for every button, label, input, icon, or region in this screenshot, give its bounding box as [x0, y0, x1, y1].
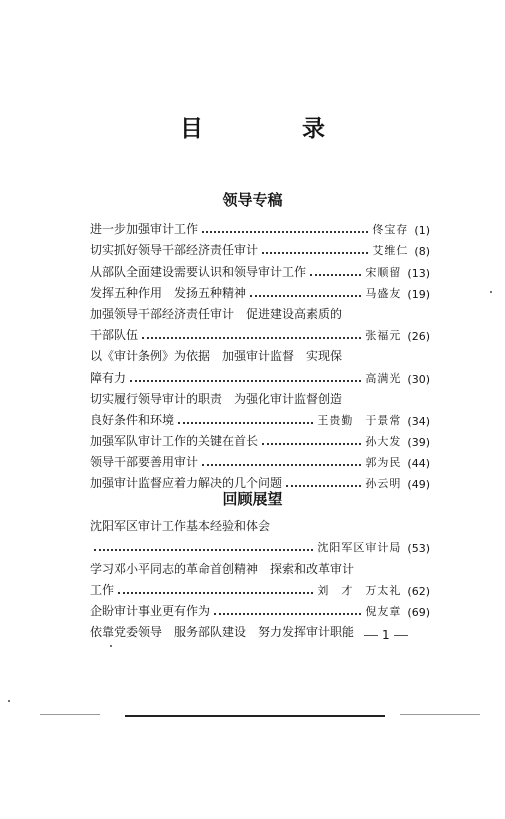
toc-entry-author: 张福元 [365, 329, 402, 343]
folio-dash-left [364, 635, 378, 636]
toc-entry-author: 刘 才 万太礼 [317, 583, 402, 597]
toc-line [90, 386, 430, 407]
leader-dots [262, 443, 361, 445]
toc-entry-title: 沈阳军区审计工作基本经验和体会 [90, 519, 271, 534]
toc-entry-title: 加强军队审计工作的关键在首长 [90, 434, 259, 449]
toc-entry-page: (44) [407, 457, 430, 471]
toc-line [90, 301, 430, 322]
leader-dots [310, 274, 361, 276]
leader-dots [202, 464, 361, 466]
leader-dots [142, 337, 361, 339]
toc-entry-title: 良好条件和环境 [90, 412, 175, 427]
scan-rule [125, 715, 385, 717]
toc-entry-author: 艾维仁 [372, 244, 409, 258]
toc-list [90, 216, 430, 491]
section-title: 回顾展望 [222, 490, 283, 508]
scan-speck [8, 700, 10, 702]
toc-entry-title: 从部队全面建设需要认识和领导审计工作 [90, 264, 307, 279]
section-title: 领导专稿 [222, 191, 283, 209]
toc-entry-author: 佟宝存 [372, 223, 409, 237]
toc-entry-title: 障有力 [90, 370, 127, 385]
toc-entry-title: 发挥五种作用 发扬五种精神 [90, 285, 247, 300]
toc-entry-page: (30) [407, 372, 430, 386]
toc-entry-title: 加强审计监督应着力解决的几个问题 [90, 476, 283, 491]
toc-entry-title: 进一步加强审计工作 [90, 222, 199, 237]
leader-dots [178, 422, 313, 424]
toc-line [90, 343, 430, 364]
toc-entry-page: (1) [414, 224, 430, 238]
scan-rule [400, 714, 480, 715]
toc-entry-title: 切实履行领导审计的职责 为强化审计监督创造 [90, 391, 343, 406]
toc-line [90, 322, 430, 343]
toc-line [90, 534, 430, 555]
toc-line [90, 428, 430, 449]
toc-entry-page: (8) [414, 245, 430, 259]
leader-dots [202, 231, 368, 233]
leader-dots [214, 613, 361, 615]
toc-line [90, 577, 430, 598]
toc-entry-page: (39) [407, 436, 430, 450]
toc-entry-author: 高满光 [365, 371, 402, 385]
leader-dots [130, 380, 361, 382]
scan-speck [110, 645, 112, 647]
toc-entry-author: 王贵勤 于景常 [317, 413, 402, 427]
leader-dots [250, 295, 361, 297]
toc-line [90, 237, 430, 258]
leader-dots [262, 252, 368, 254]
leader-dots [118, 592, 313, 594]
toc-line [90, 364, 430, 385]
toc-entry-title: 学习邓小平同志的革命首创精神 探索和改革审计 [90, 561, 355, 576]
page-title: 目 录 [180, 115, 363, 142]
toc-entry-author: 郭为民 [365, 456, 402, 470]
folio-dash-right [394, 635, 408, 636]
toc-entry-author: 沈阳军区审计局 [317, 541, 402, 555]
toc-entry-author: 孙大发 [365, 435, 402, 449]
toc-entry-title: 切实抓好领导干部经济责任审计 [90, 243, 259, 258]
toc-entry-page: (34) [407, 414, 430, 428]
toc-entry-title: 以《审计条例》为依据 加强审计监督 实现保 [90, 349, 343, 364]
toc-line [90, 449, 430, 470]
toc-entry-page: (19) [407, 287, 430, 301]
toc-entry-page: (26) [407, 330, 430, 344]
toc-entry-author: 马盛友 [365, 286, 402, 300]
toc-entry-page: (13) [407, 266, 430, 280]
leader-dots [94, 549, 313, 551]
toc-entry-title: 加强领导干部经济责任审计 促进建设高素质的 [90, 306, 343, 321]
toc-entry-title: 工作 [90, 582, 115, 597]
toc-line [90, 258, 430, 279]
toc-entry-author: 倪友章 [365, 604, 402, 618]
folio-number: 1 [382, 628, 390, 642]
toc-line [90, 555, 430, 576]
toc-entry-page: (49) [407, 478, 430, 492]
toc-entry-page: (69) [407, 605, 430, 619]
toc-entry-title: 依靠党委领导 服务部队建设 努力发挥审计职能 [90, 625, 355, 640]
page-number [360, 628, 412, 642]
toc-entry-author: 孙云明 [365, 477, 402, 491]
toc-entry-title: 企盼审计事业更有作为 [90, 603, 211, 618]
toc-entry-title: 领导干部要善用审计 [90, 455, 199, 470]
toc-line [90, 216, 430, 237]
scan-rule [40, 714, 100, 715]
toc-line [90, 280, 430, 301]
scan-speck [490, 291, 492, 293]
toc-line [90, 513, 430, 534]
toc-entry-page: (62) [407, 584, 430, 598]
toc-entry-page: (53) [407, 542, 430, 556]
toc-entry-author: 宋顺留 [365, 265, 402, 279]
toc-line [90, 407, 430, 428]
toc-list [90, 513, 430, 640]
toc-entry-title: 干部队伍 [90, 328, 139, 343]
toc-line [90, 598, 430, 619]
